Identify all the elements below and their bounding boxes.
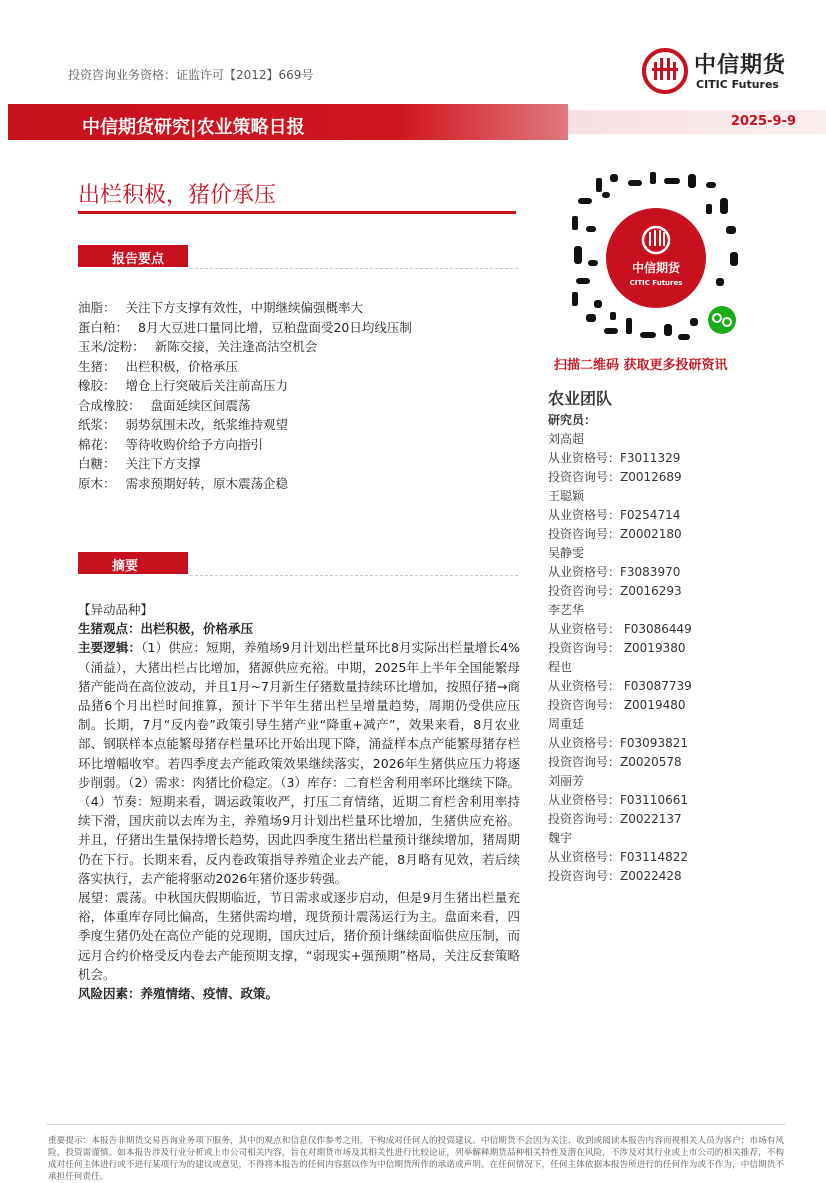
analyst-license: 从业资格号： F03087739 (548, 679, 692, 693)
analyst-advisory: 投资咨询号： Z0019380 (548, 641, 686, 655)
key-point-item (78, 376, 518, 396)
analyst-advisory: 投资咨询号：Z0002180 (548, 527, 682, 541)
analyst-license: 从业资格号：F03093821 (548, 736, 688, 750)
point-commodity: 橡胶： (78, 378, 116, 393)
key-point-item (78, 298, 518, 318)
analyst-license: 从业资格号：F3011329 (548, 451, 681, 465)
disclaimer-text: 重要提示：本报告非期货交易咨询业务项下服务，其中的观点和信息仅作参考之用，不构成对任何人的投资建议。中信期货不会因为关注、收到或阅读本报告内容而视相关人员为客户；市场有风险，投资需谨慎。如本报告涉及行业分析或上市公司相关内容，旨在对期货市场及其相关性进行比较论证，列举解释期货品种相关特性及潜在风险，不涉及对其行业或上市公司的相关推荐，不构成对任何主体进行或不进行某项行为的建议或意见，不得将本报告的任何内容据以作为中信期货所作的承诺或声明。在任何情况下，任何主体依据本报告所进行的任何作为或不作为，中信期货不承担任何责任。 (48, 1136, 784, 1182)
key-point-item (78, 454, 518, 474)
qr-brand-en: CITIC Futures (629, 279, 683, 287)
headline-underline (78, 211, 516, 214)
footer-divider (46, 1124, 786, 1125)
analyst-license: 从业资格号：F3083970 (548, 565, 681, 579)
analyst-advisory: 投资咨询号：Z0016293 (548, 584, 682, 598)
point-view: 等待收购价给予方向指引 (125, 436, 264, 452)
point-commodity: 原木： (78, 475, 116, 491)
key-points-divider (190, 268, 518, 269)
analyst-advisory: 投资咨询号： Z0019480 (548, 698, 686, 712)
team-panel (548, 388, 808, 886)
summary-risk: 风险因素：养殖情绪、疫情、政策。 (78, 986, 279, 1002)
point-view: 弱势氛围未改，纸浆维持观望 (125, 417, 289, 432)
point-commodity: 合成橡胶： (78, 397, 141, 413)
point-commodity: 生猪： (78, 358, 116, 374)
point-view: 增仓上行突破后关注前高压力 (125, 378, 289, 393)
point-commodity: 玉米/淀粉： (78, 339, 145, 354)
key-point-item (78, 396, 518, 416)
key-points-tag (78, 245, 188, 267)
summary-body (78, 600, 520, 1003)
report-date: 2025-9-9 (730, 114, 796, 129)
analyst-name: 李艺华 (548, 603, 585, 617)
summary-tag-label: 摘要 (112, 559, 139, 574)
point-commodity: 白糖： (78, 456, 116, 471)
point-view: 盘面延续区间震荡 (150, 397, 251, 413)
logic-label: 主要逻辑： (78, 640, 142, 656)
point-commodity: 油脂： (78, 300, 116, 315)
analyst-name: 程也 (548, 660, 573, 674)
logic-text: （1）供应：短期，养殖场9月计划出栏量环比8月实际出栏量增长4%（涌益），大猪出栏占比增加，猪源供应充裕。中期，2025年上半年全国能繁母猪产能尚在高位波动，并且1月~7月新生仔猪数量持续环比增加，按照仔猪→商品猪6个月出栏时间推算，预计下半年生猪出栏呈增量趋势，周期仍受供应压制。长期，7月“反内卷”政策引导生猪产业“降重+减产”，效果来看，8月农业部、钢联样本点能繁母猪存栏量环比开始出现下降，涌益样本点产能繁母猪存栏环比增幅收窄。若四季度去产能政策效果继续落实，2026年生猪供应压力将逐步削弱。（2）需求：肉猪比价稳定。（3）库存：二育栏舍利用率环比继续下降。（4）节奏：短期来看，调运政策收严，打压二育情绪，近期二育栏舍利用率持续下滑，国庆前以去库为主，养殖场9月计划出栏量环比增加，生猪供应充裕。并且，仔猪出生量保持增长趋势，因此四季度生猪出栏量预计继续增加，猪周期仍在下行。长期来看，反内卷政策指导养殖企业去产能，8月略有见效，若后续落实执行，去产能将驱动2026年猪价逐步转强。 (78, 640, 520, 886)
analyst-advisory: 投资咨询号：Z0012689 (548, 470, 682, 484)
report-banner (8, 104, 826, 140)
key-points-list (78, 298, 518, 493)
key-points-tag-label: 报告要点 (112, 252, 165, 267)
analyst-name: 刘高超 (548, 432, 585, 446)
summary-category: 【异动品种】 (78, 602, 154, 617)
key-point-item (78, 318, 518, 338)
point-commodity: 棉花： (78, 436, 116, 452)
point-view: 关注下方支撑有效性，中期继续偏强概率大 (125, 300, 364, 315)
summary-tag (78, 552, 188, 574)
team-title: 农业团队 (548, 389, 613, 408)
analyst-advisory: 投资咨询号：Z0020578 (548, 755, 682, 769)
qr-code[interactable] (566, 168, 746, 348)
key-point-item (78, 474, 518, 494)
qr-code-image (566, 168, 746, 348)
analyst-name: 刘丽芳 (548, 774, 585, 788)
report-headline: 出栏积极，猪价承压 (78, 183, 277, 208)
analyst-name: 王聪颖 (548, 489, 585, 503)
point-view: 新陈交接，关注逢高沽空机会 (154, 339, 318, 354)
analyst-license: 从业资格号：F0254714 (548, 508, 681, 522)
analyst-name: 魏宇 (548, 831, 573, 845)
mini-program-icon (708, 306, 736, 334)
qr-brand-cn: 中信期货 (631, 261, 681, 275)
point-commodity: 蛋白粕： (78, 319, 129, 335)
point-view: 出栏积极，价格承压 (125, 358, 239, 374)
analyst-advisory: 投资咨询号：Z0022428 (548, 869, 682, 883)
key-point-item (78, 435, 518, 455)
summary-logic (78, 638, 520, 888)
key-point-item (78, 415, 518, 435)
logo-chinese-name: 中信期货 (694, 53, 787, 78)
key-point-item (78, 357, 518, 377)
point-commodity: 纸浆： (78, 417, 116, 432)
analyst-license: 从业资格号： F03086449 (548, 622, 692, 636)
analyst-license: 从业资格号：F03110661 (548, 793, 688, 807)
analyst-name: 吴静雯 (548, 546, 585, 560)
license-text: 投资咨询业务资格：证监许可【2012】669号 (68, 68, 314, 82)
analyst-advisory: 投资咨询号：Z0022137 (548, 812, 682, 826)
summary-divider (190, 575, 518, 576)
team-subtitle: 研究员： (548, 413, 597, 427)
analyst-license: 从业资格号：F03114822 (548, 850, 688, 864)
qr-caption: 扫描二维码 获取更多投研资讯 (554, 358, 728, 373)
point-view: 关注下方支撑 (125, 456, 201, 471)
banner-title: 中信期货研究|农业策略日报 (82, 117, 305, 138)
logo-english-name: CITIC Futures (696, 78, 779, 91)
point-view: 需求预期好转，原木震荡企稳 (125, 475, 289, 491)
citic-futures-logo (642, 46, 812, 98)
summary-view: 生猪观点：出栏积极，价格承压 (78, 621, 254, 637)
citic-logo-icon (642, 48, 688, 94)
analyst-name: 周重廷 (548, 717, 585, 731)
summary-outlook: 展望：震荡。中秋国庆假期临近，节日需求或逐步启动，但是9月生猪出栏量充裕，体重库存同比偏高，生猪供需均增，现货预计震荡运行为主。盘面来看，四季度生猪仍处在高位产能的兑现期，国庆过后，猪价预计继续面临供应压制，而远月合约价格受反内卷去产能预期支撑，“弱现实+强预期”格局，关注反套策略机会。 (78, 890, 520, 982)
key-point-item (78, 337, 518, 357)
point-view: 8月大豆进口量同比增，豆粕盘面受20日均线压制 (138, 319, 412, 335)
